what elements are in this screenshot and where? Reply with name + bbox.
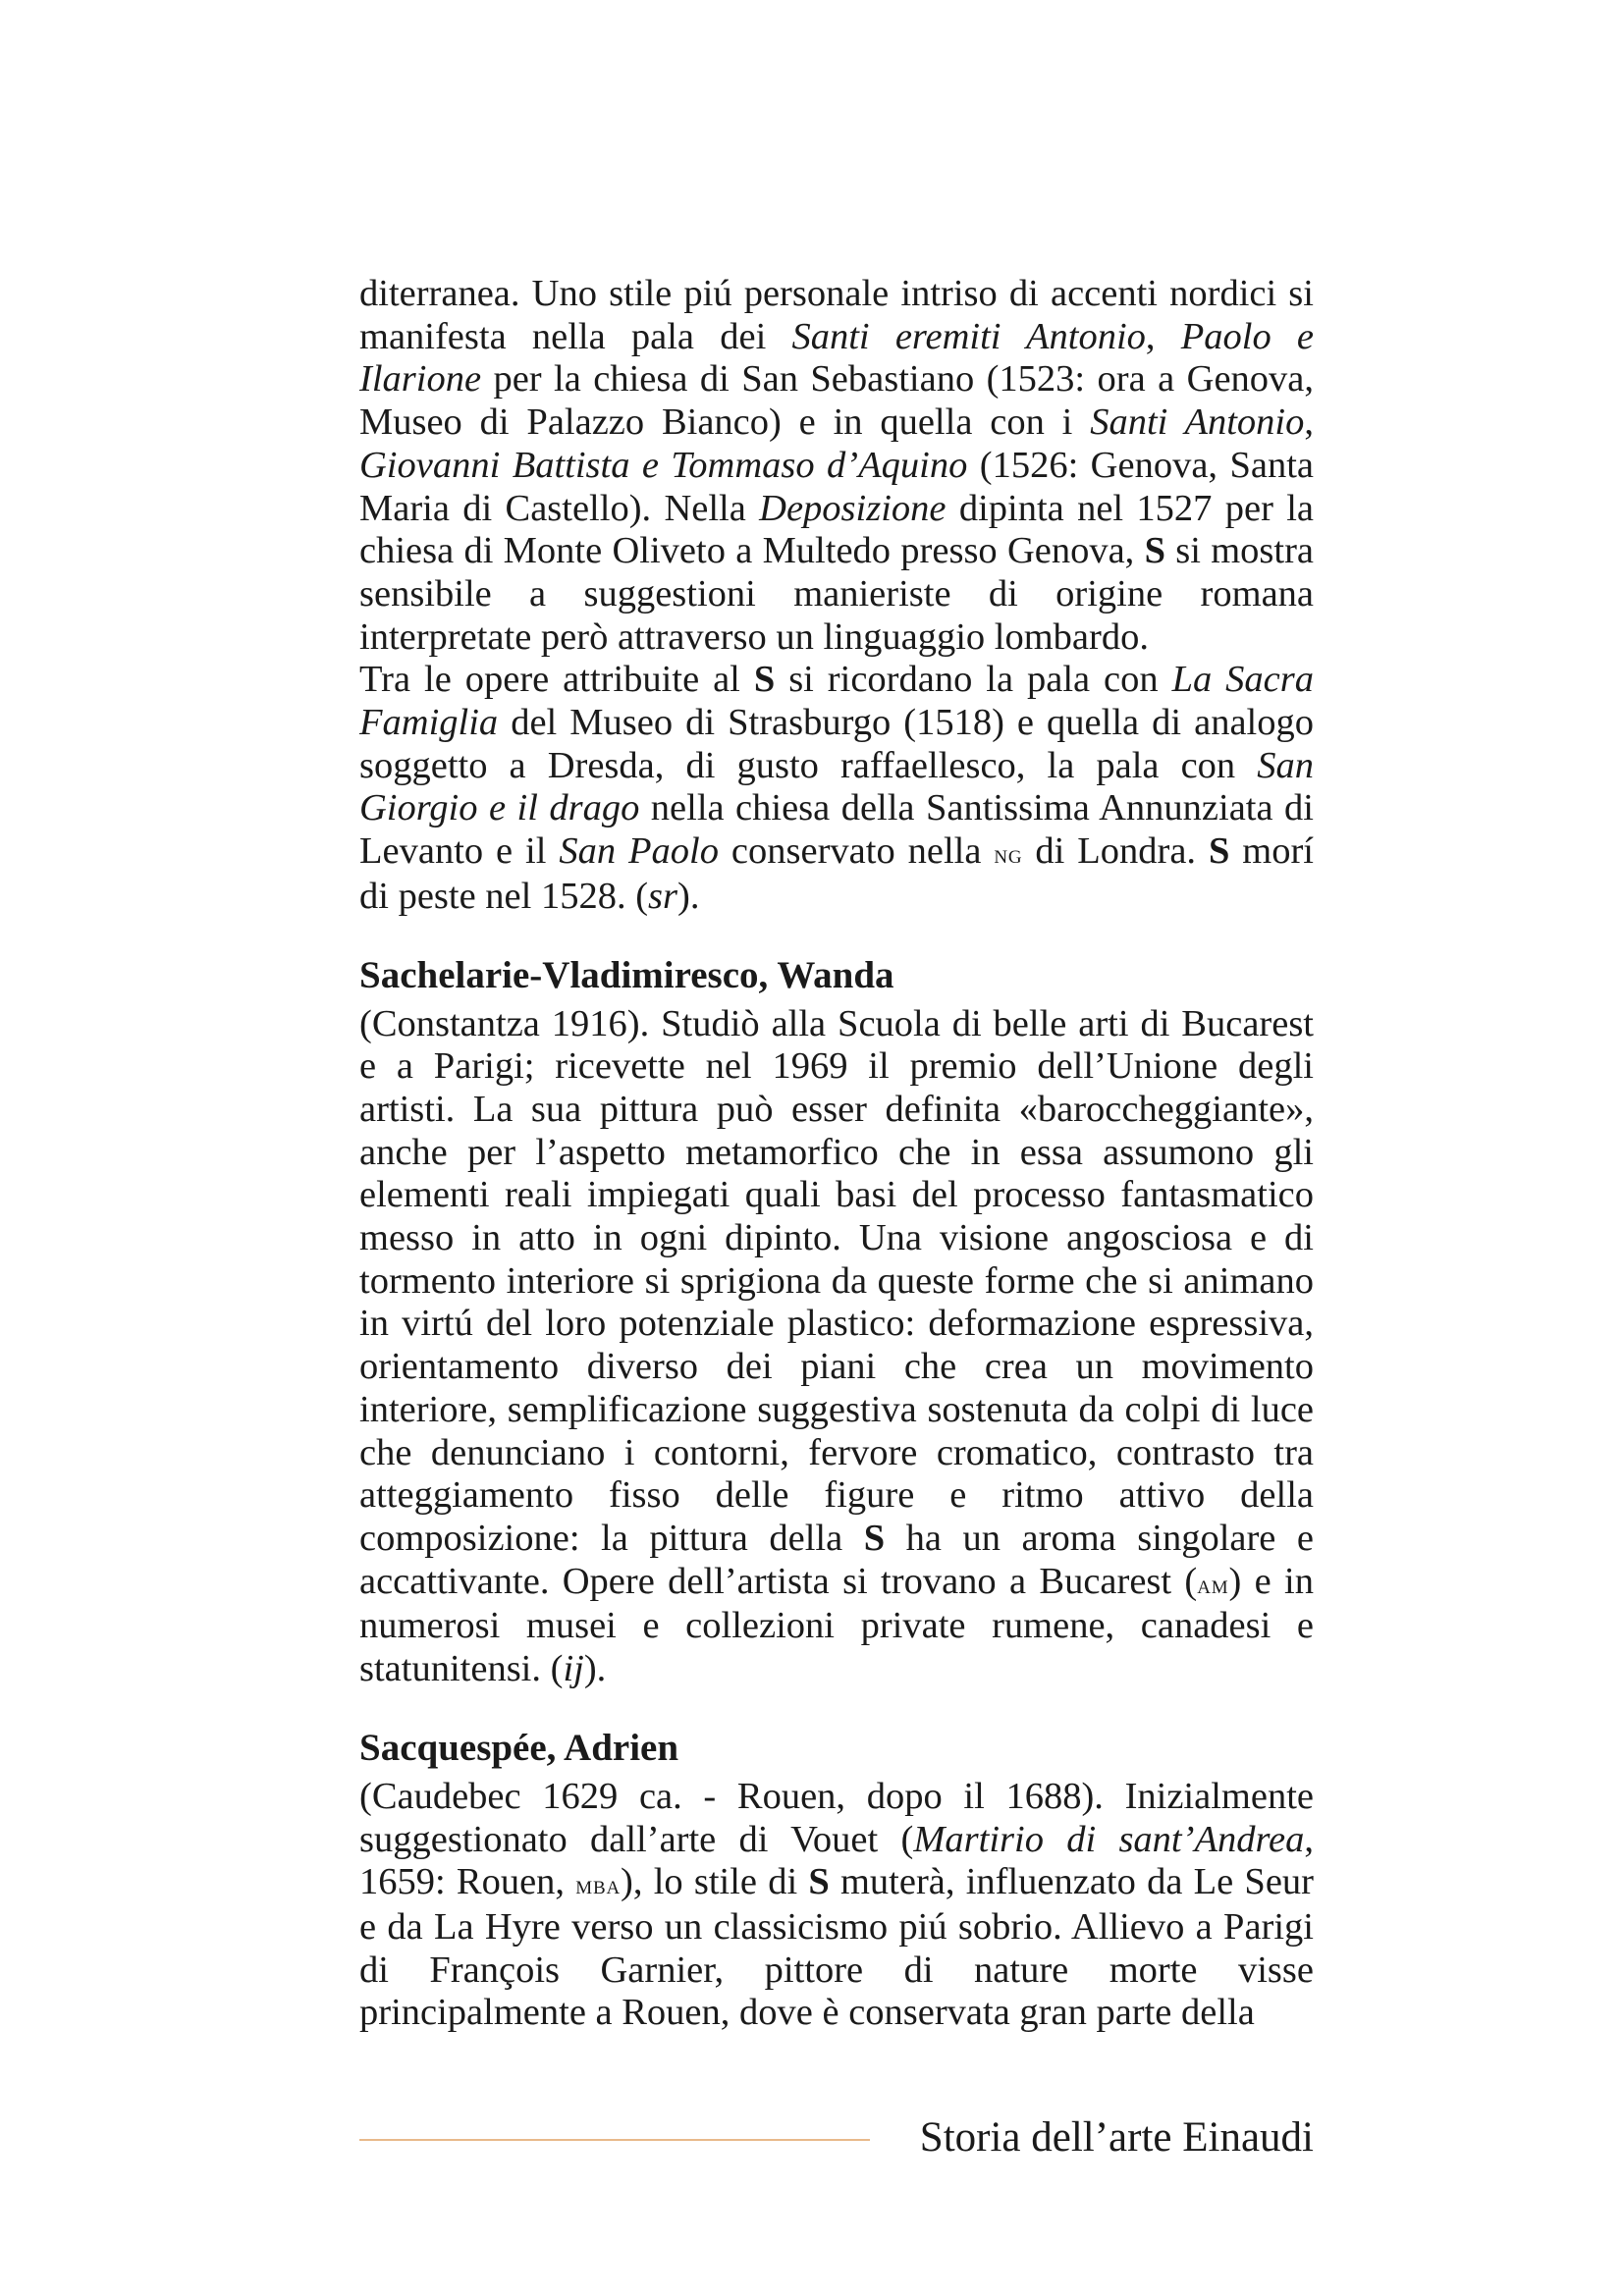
entry-body: (Caudebec 1629 ca. - Rouen, dopo il 1688). Inizialmente suggestionato dall’arte di Vouet (Martirio di sant’Andrea, 1659: Rouen, mba), lo stile di S muterà, influenzato da Le Seur e da La Hyre verso un classicismo piú sobrio. Allievo a Parigi di François Garnier, pittore di nature morte visse principalmente a Rouen, dove è conservata gran parte della (359, 1775, 1314, 2034)
italic-text: sr (648, 875, 678, 917)
footer-rule (359, 2139, 870, 2141)
footer-title: Storia dell’arte Einaudi (919, 2114, 1314, 2161)
entry-sacquespee (359, 1727, 1314, 2035)
bold-abbrev: S (808, 1861, 830, 1903)
page-footer (359, 2109, 1314, 2167)
italic-text: San Giorgio e il drago (359, 744, 1314, 829)
entry-sachelarie (359, 954, 1314, 1691)
italic-text: Santi eremiti Antonio (791, 315, 1146, 357)
bold-abbrev: S (863, 1517, 886, 1559)
italic-text: Paolo e Ilarione (359, 315, 1314, 400)
text-column (359, 273, 1314, 2035)
bold-abbrev: S (1208, 830, 1230, 873)
italic-text: Deposizione (759, 487, 947, 529)
bold-abbrev: S (753, 659, 776, 701)
italic-text: La Sacra Famiglia (359, 659, 1314, 744)
entry-continuation (359, 273, 1314, 919)
italic-text: Martirio di sant’Andrea (913, 1818, 1305, 1860)
italic-text: Giovanni Battista e Tommaso d’Aquino (359, 444, 968, 486)
smallcaps-abbrev: ng (994, 838, 1023, 870)
italic-text: San Paolo (559, 830, 720, 873)
smallcaps-abbrev: mba (575, 1869, 622, 1900)
smallcaps-abbrev: am (1197, 1568, 1229, 1599)
entry-body: diterranea. Uno stile piú personale intriso di accenti nordici si manifesta nella pala dei Santi eremiti Antonio, Paolo e Ilarione per la chiesa di San Sebastiano (1523: ora a Genova, Museo di Palazzo Bianco) e in quella con i Santi Antonio, Giovanni Battista e Tommaso d’Aquino (1526: Genova, Santa Maria di Castello). Nella Deposizione dipinta nel 1527 per la chiesa di Monte Oliveto a Multedo presso Genova, S si mostra sensibile a suggestioni manieriste di origine romana interpretate però attraverso un linguaggio lombardo. Tra le opere attribuite al S si ricordano la pala con La Sacra Famiglia del Museo di Strasburgo (1518) e quella di analogo soggetto a Dresda, di gusto raffaellesco, la pala con San Giorgio e il drago nella chiesa della Santissima Annunziata di Levanto e il San Paolo conservato nella ng di Londra. S morí di peste nel 1528. (sr). (359, 273, 1315, 917)
italic-text: Santi Antonio (1090, 401, 1305, 444)
bold-abbrev: S (1144, 530, 1165, 572)
entry-body: (Constantza 1916). Studiò alla Scuola di belle arti di Bucarest e a Parigi; ricevette nel 1969 il premio dell’Unione degli artisti. La sua pittura può esser definita «baroccheggiante», anche per l’aspetto metamorfico che in essa assumono gli elementi reali impiegati quali basi del processo fantasmatico messo in atto in ogni dipinto. Una visione angosciosa e di tormento interiore si sprigiona da queste forme che si animano in virtú del loro potenziale plastico: deformazione espressiva, orientamento diverso dei piani che crea un movimento interiore, semplificazione suggestiva sostenuta da colpi di luce che denunciano i contorni, fervore cromatico, contrasto tra atteggiamento fisso delle figure e ritmo attivo della composizione: la pittura della S ha un aroma singolare e accattivante. Opere dell’artista si trovano a Bucarest (am) e in numerosi musei e collezioni private rumene, canadesi e statunitensi. (ij). (359, 1002, 1315, 1690)
entry-heading: Sacquespée, Adrien (359, 1726, 679, 1769)
italic-text: ij (563, 1648, 584, 1690)
entry-heading: Sachelarie-Vladimiresco, Wanda (359, 953, 894, 996)
